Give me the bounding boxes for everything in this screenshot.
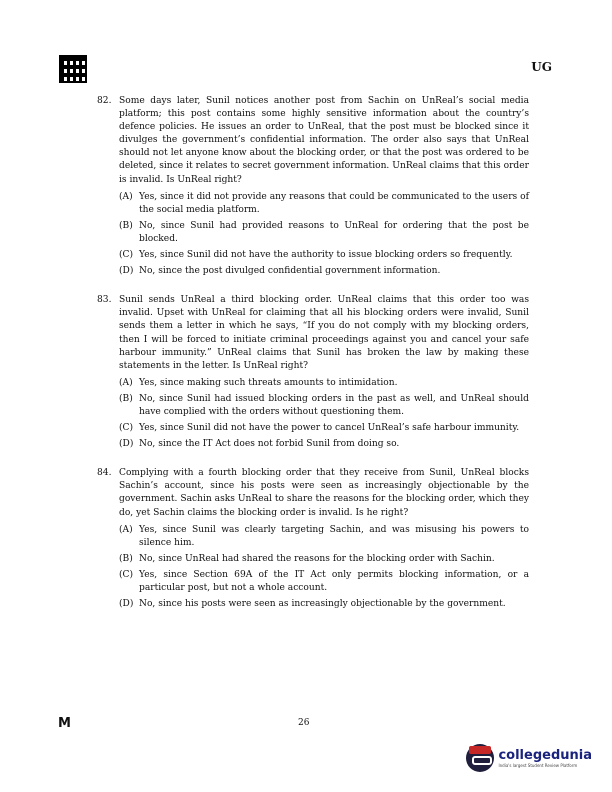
option-letter: (A) — [119, 191, 133, 202]
brand-watermark[interactable] — [466, 744, 592, 772]
option-c — [119, 249, 529, 262]
question-stem: Complying with a fourth blocking order that they receive from Sunil, UnReal blocks Sachin’s account, since his posts were seen as increasingly objectionable by the government. Sachin asks UnReal to share the reasons for the blocking order, which they do, yet Sachin claims the blocking order is invalid. Is he right? — [119, 468, 529, 518]
option-a — [119, 377, 529, 390]
option-letter: (C) — [119, 569, 134, 580]
option-text: Yes, since Sunil was clearly targeting Sachin, and was misusing his powers to silence him. — [139, 524, 529, 548]
option-b — [119, 393, 529, 419]
question-82 — [97, 95, 529, 281]
paper-code: UG — [531, 60, 552, 74]
option-text: No, since Sunil had provided reasons to UnReal for ordering that the post be blocked. — [139, 220, 529, 244]
question-84 — [97, 467, 529, 614]
option-c — [119, 422, 529, 435]
option-text: Yes, since it did not provide any reasons that could be communicated to the users of the social media platform. — [139, 191, 529, 215]
option-text: No, since Sunil had issued blocking orders in the past as well, and UnReal should have complied with the orders without questioning them. — [139, 393, 529, 417]
option-list — [119, 377, 529, 451]
option-letter: (D) — [119, 599, 134, 610]
option-text: Yes, since Sunil did not have the authority to issue blocking orders so frequently. — [139, 250, 513, 261]
option-c — [119, 569, 529, 595]
option-letter: (C) — [119, 250, 134, 261]
option-text: No, since the IT Act does not forbid Sunil from doing so. — [139, 439, 400, 450]
option-letter: (A) — [119, 524, 133, 535]
question-number: 84. — [97, 468, 112, 479]
question-number: 83. — [97, 295, 112, 306]
option-d — [119, 438, 529, 451]
option-b — [119, 553, 529, 566]
option-letter: (D) — [119, 266, 134, 277]
question-list — [97, 95, 529, 627]
brand-tagline: India's largest Student Review Platform — [498, 763, 578, 768]
option-text: No, since the post divulged confidential government information. — [139, 266, 441, 277]
option-text: Yes, since Section 69A of the IT Act only permits blocking information, or a particular post, but not a whole account. — [139, 569, 529, 593]
option-letter: (D) — [119, 439, 134, 450]
question-stem: Sunil sends UnReal a third blocking order. UnReal claims that this order too was invalid. Upset with UnReal for claiming that all his blocking orders were invalid, Sunil sends them a letter in which he says, “If you do not comply with my blocking orders, then I will be forced to initiate criminal proceedings against you and cancel your safe harbour immunity.” UnReal claims that Sunil has broken the law by making these statements in the letter. Is UnReal right? — [119, 295, 529, 371]
option-list — [119, 191, 529, 279]
option-text: No, since UnReal had shared the reasons for the blocking order with Sachin. — [139, 553, 495, 564]
option-text: Yes, since Sunil did not have the power to cancel UnReal’s safe harbour immunity. — [139, 423, 520, 434]
footer-mark: M — [58, 716, 71, 731]
question-stem: Some days later, Sunil notices another post from Sachin on UnReal’s social media platform; this post contains some highly sensitive information about the country’s defence policies. He issues an order to UnReal, that the post must be blocked since it divulges the government’s confidential information. The order also says that UnReal should not let anyone know about the blocking order, or that the post was ordered to be deleted, since it relates to secret government information. UnReal claims that this order is invalid. Is UnReal right? — [119, 96, 529, 185]
option-a — [119, 191, 529, 217]
option-a — [119, 524, 529, 550]
qr-code — [61, 57, 85, 81]
option-letter: (B) — [119, 393, 133, 404]
question-83 — [97, 294, 529, 454]
option-text: No, since his posts were seen as increasingly objectionable by the government. — [139, 599, 506, 610]
option-list — [119, 524, 529, 612]
option-letter: (B) — [119, 553, 133, 564]
option-letter: (B) — [119, 220, 133, 231]
option-d — [119, 265, 529, 278]
mascot-icon — [466, 744, 494, 772]
question-number: 82. — [97, 96, 112, 106]
option-d — [119, 598, 529, 611]
option-letter: (C) — [119, 423, 134, 434]
option-letter: (A) — [119, 377, 133, 388]
option-b — [119, 220, 529, 246]
brand-name: collegedunia — [498, 748, 592, 763]
option-text: Yes, since making such threats amounts to intimidation. — [139, 377, 398, 388]
page-number: 26 — [298, 718, 310, 728]
